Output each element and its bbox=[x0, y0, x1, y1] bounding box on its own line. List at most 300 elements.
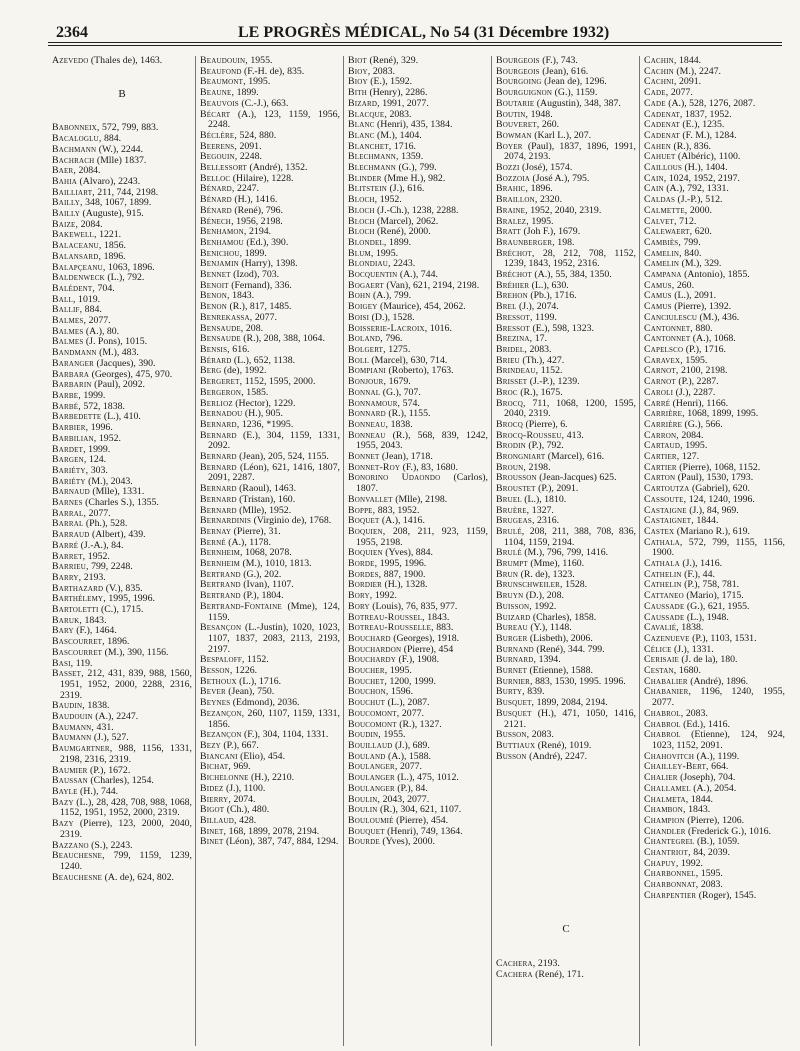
entry-name: Broustet bbox=[496, 483, 536, 495]
entry-name: Benhamou bbox=[200, 236, 244, 248]
entry-pages: 2077. bbox=[401, 707, 424, 719]
index-entry bbox=[200, 463, 340, 484]
entry-name: Cattaneo bbox=[644, 590, 684, 602]
entry-name: Castex bbox=[644, 525, 675, 537]
entry-name: Brocq, bbox=[496, 397, 526, 409]
entry-name: Calewaert, bbox=[644, 226, 693, 238]
entry-pages: 2083. bbox=[531, 729, 554, 741]
index-entry bbox=[52, 669, 192, 701]
entry-name: Benon bbox=[200, 301, 227, 313]
entry-name: Cachni, bbox=[644, 76, 677, 88]
entry-pages: (Van), 621, 2194, 2198. bbox=[386, 279, 480, 291]
entry-pages: (L.), 28, 428, 708, 988, 1068, 1152, 1951, 1952, 2000, 2319. bbox=[60, 796, 192, 819]
entry-name: Bouquet bbox=[348, 825, 385, 837]
entry-pages: (L.), 1948. bbox=[686, 611, 729, 623]
entry-name: Bernard bbox=[200, 451, 237, 463]
entry-pages: 84, 2039. bbox=[693, 847, 730, 859]
entry-pages: (J.), 2074. bbox=[519, 301, 559, 313]
entry-pages: (F.-H. de), 835. bbox=[244, 65, 305, 77]
entry-pages: (A.), 799. bbox=[372, 290, 412, 302]
entry-pages: (F.), 44. bbox=[684, 568, 715, 580]
entry-name: Cahen bbox=[644, 140, 671, 152]
entry-name: Busquet bbox=[496, 707, 532, 719]
entry-name: Bernard, bbox=[200, 418, 240, 430]
entry-pages: (Mlle), 1952. bbox=[239, 504, 292, 516]
entry-pages: 1952. bbox=[98, 432, 121, 444]
entry-pages: (A.), 2247. bbox=[95, 711, 139, 723]
entry-name: Brindeau, bbox=[496, 365, 539, 377]
index-column bbox=[52, 56, 196, 1046]
index-column bbox=[200, 56, 344, 1046]
entry-name: Babonneix, bbox=[52, 122, 100, 134]
entry-pages: 2198. bbox=[528, 461, 551, 473]
entry-pages: (Pierre), 6. bbox=[525, 418, 568, 430]
entry-pages: 2193. bbox=[537, 958, 560, 970]
entry-pages: (Albert), 439. bbox=[91, 529, 146, 541]
entry-name: Chambon, bbox=[644, 804, 686, 816]
entry-name: Benichou, bbox=[200, 247, 243, 259]
entry-pages: 1952. bbox=[379, 194, 402, 206]
entry-pages: 2077. bbox=[670, 87, 693, 99]
entry-name: Baize, bbox=[52, 218, 79, 230]
entry-pages: 1843. bbox=[427, 611, 450, 623]
entry-pages: (H.), 1416. bbox=[234, 194, 278, 206]
entry-name: Bariéty bbox=[52, 475, 86, 487]
header-rule bbox=[48, 42, 782, 43]
entry-pages: (J.), 616. bbox=[389, 183, 425, 195]
entry-pages: (Mme), 124, 1159. bbox=[208, 600, 340, 623]
entry-pages: 1952, 2040, 2319. bbox=[530, 204, 602, 216]
entry-name: Bernard bbox=[200, 483, 237, 495]
entry-pages: (L.), 410. bbox=[103, 411, 141, 423]
index-entry bbox=[52, 819, 192, 840]
entry-name: Bizard, bbox=[348, 97, 380, 109]
entry-pages: 1896. bbox=[107, 636, 130, 648]
entry-pages: (Ch.), 480. bbox=[226, 804, 270, 816]
index-entry bbox=[496, 399, 636, 420]
entry-name: Barbe, bbox=[52, 389, 81, 401]
entry-pages: (G.), 707. bbox=[382, 386, 421, 398]
index-entry bbox=[52, 851, 192, 872]
entry-pages: (R.), 208, 388, 1064. bbox=[243, 333, 325, 345]
entry-name: Bascourret, bbox=[52, 636, 105, 648]
entry-name: Balansard, bbox=[52, 250, 102, 262]
entry-pages: (R.), 304, 621, 1107. bbox=[379, 804, 462, 816]
entry-pages: (R. de), 1323. bbox=[520, 568, 575, 580]
entry-name: Bouloumié bbox=[348, 814, 394, 826]
entry-name: Cambiès, bbox=[644, 236, 682, 248]
entry-name: Balaceanu, bbox=[52, 240, 102, 252]
entry-name: Brunschweiler, bbox=[496, 579, 563, 591]
entry-pages: (Georges), 1918. bbox=[393, 632, 460, 644]
entry-pages: (Jean), 616. bbox=[542, 65, 589, 77]
entry-pages: 1528. bbox=[565, 579, 588, 591]
entry-pages: 1995. bbox=[248, 76, 271, 88]
entry-pages: 1716. bbox=[393, 140, 416, 152]
entry-name: Cain, bbox=[644, 172, 667, 184]
entry-name: Bouchardy bbox=[348, 654, 397, 666]
entry-pages: (Henri), 435, 1384. bbox=[377, 119, 453, 131]
entry-name: Buizard bbox=[496, 611, 531, 623]
entry-pages: (A.), 528, 1276, 2087. bbox=[668, 97, 756, 109]
entry-name: Chabanier, bbox=[644, 686, 692, 698]
entry-name: Burnier, bbox=[496, 675, 533, 687]
entry-name: Bouillaud bbox=[348, 740, 393, 751]
entry-pages: 1838. bbox=[87, 700, 110, 712]
entry-name: Blum, bbox=[348, 247, 374, 259]
entry-pages: 413. bbox=[566, 429, 584, 441]
entry-name: Brumpt bbox=[496, 558, 528, 570]
entry-pages: (P.), 2287. bbox=[678, 376, 719, 388]
entry-name: Chabrol, bbox=[644, 707, 684, 719]
entry-name: Busson, bbox=[496, 729, 530, 741]
entry-name: Blitstein bbox=[348, 183, 388, 195]
entry-pages: (A.), 55, 384, 1350. bbox=[534, 269, 612, 281]
entry-pages: (J.), 2287. bbox=[675, 386, 716, 398]
entry-pages: (Pierre), 123, 2000, 2040, 2319. bbox=[60, 818, 192, 840]
entry-pages: 348, 1067, 1899. bbox=[85, 197, 152, 209]
entry-pages: (F.), 1464. bbox=[76, 625, 117, 637]
entry-pages: 2077. bbox=[254, 311, 277, 323]
entry-name: Bensis, bbox=[200, 343, 230, 355]
index-entry bbox=[348, 527, 488, 548]
entry-name: Bariéty, bbox=[52, 464, 89, 476]
entry-name: Barry, bbox=[52, 571, 82, 583]
entry-name: Beynes bbox=[200, 697, 231, 709]
entry-name: Baumier bbox=[52, 764, 88, 776]
entry-pages: 1995. bbox=[389, 665, 412, 677]
entry-name: Azevedo bbox=[52, 56, 89, 66]
entry-name: Champion bbox=[644, 814, 685, 826]
entry-name: Chandler bbox=[644, 825, 686, 837]
entry-name: Bratt bbox=[496, 226, 522, 238]
entry-pages: (de), 1992. bbox=[223, 365, 267, 377]
entry-pages: (André), 1896. bbox=[690, 675, 749, 687]
entry-name: Chalier bbox=[644, 772, 678, 784]
entry-pages: (Mlle) 1837. bbox=[96, 154, 147, 166]
entry-name: Bonvallet bbox=[348, 493, 393, 505]
entry-pages: (Tristan), 160. bbox=[239, 493, 296, 505]
entry-pages: (P.), 667. bbox=[223, 740, 259, 751]
entry-pages: 2083. bbox=[529, 343, 552, 355]
entry-name: Carrière bbox=[644, 418, 683, 430]
entry-pages: (Augustin), 348, 387. bbox=[536, 97, 621, 109]
entry-name: Bonjour, bbox=[348, 376, 387, 388]
entry-pages: (H.), 905. bbox=[244, 408, 283, 420]
entry-name: Benjamin bbox=[200, 258, 239, 270]
entry-pages: 1843. bbox=[84, 614, 107, 626]
entry-name: Bouveret, bbox=[496, 119, 540, 131]
entry-name: Bertrand-Fontaine bbox=[200, 600, 282, 612]
entry-pages: 2083. bbox=[700, 879, 723, 891]
entry-name: Beaumont, bbox=[200, 76, 246, 88]
entry-pages: (Charles), 1858. bbox=[532, 611, 597, 623]
entry-name: Cerisaie bbox=[644, 654, 679, 666]
entry-name: Cartaud, bbox=[644, 440, 683, 452]
entry-pages: 839. bbox=[527, 686, 545, 698]
entry-pages: 704. bbox=[97, 282, 115, 294]
entry-pages: (M.), 390, 1156. bbox=[104, 646, 169, 658]
entry-pages: (L.-Justin), 1020, 1023, 1107, 1837, 2083, 2113, 2193, 2197. bbox=[208, 622, 340, 655]
entry-name: Barbilian, bbox=[52, 432, 97, 444]
entry-name: Blanchet, bbox=[348, 140, 392, 152]
entry-pages: (R.), 1327. bbox=[399, 718, 442, 730]
entry-pages: (Louis), 76, 835, 977. bbox=[372, 600, 458, 612]
entry-name: Brisset bbox=[496, 376, 528, 388]
entry-name: Canciulescu bbox=[644, 311, 698, 323]
entry-name: Barbedette bbox=[52, 411, 102, 423]
entry-name: Bioy bbox=[348, 76, 368, 88]
entry-name: Cazenueve bbox=[644, 632, 690, 644]
entry-pages: 1394. bbox=[538, 654, 561, 666]
entry-name: Caillous bbox=[644, 162, 683, 174]
entry-pages: (Frederick G.), 1016. bbox=[688, 825, 772, 837]
entry-pages: 2084. bbox=[681, 429, 704, 441]
entry-pages: (J.), 1416. bbox=[682, 558, 723, 570]
entry-name: Bocquentin bbox=[348, 269, 398, 281]
entry-pages: 2077. bbox=[88, 507, 111, 519]
entry-pages: 988, 1156, 1331, 2198, 2316, 2319. bbox=[60, 743, 193, 765]
entry-name: Brehon bbox=[496, 290, 528, 302]
entry-pages: 1899, 2084, 2194. bbox=[536, 697, 608, 709]
entry-name: Cade, bbox=[644, 87, 669, 99]
entry-name: Bruyn bbox=[496, 590, 524, 602]
entry-name: Bonnal bbox=[348, 386, 381, 398]
entry-pages: (E.), 598, 1323. bbox=[532, 322, 594, 334]
entry-pages: 2000. bbox=[689, 204, 712, 216]
entry-pages: (Izod), 703. bbox=[233, 269, 280, 281]
entry-name: Balmes bbox=[52, 325, 84, 337]
entry-pages: 711, 1068, 1200, 1595, 2040, 2319. bbox=[504, 397, 636, 420]
entry-name: Boucomont bbox=[348, 718, 397, 730]
entry-pages: (René), 2000. bbox=[377, 226, 431, 238]
entry-pages: (Harry), 1398. bbox=[241, 258, 298, 270]
entry-pages: 840. bbox=[684, 247, 702, 259]
entry-pages: (L.), 792. bbox=[107, 272, 145, 284]
entry-name: Calvet, bbox=[644, 215, 677, 227]
entry-pages: (V.), 835. bbox=[105, 582, 143, 594]
entry-pages: (L.), 652, 1138. bbox=[233, 354, 296, 366]
entry-name: Bellessort bbox=[200, 162, 248, 174]
entry-name: Brezina, bbox=[496, 333, 533, 345]
entry-pages: (L.), 2091. bbox=[674, 290, 717, 302]
entry-name: Cathala bbox=[644, 558, 680, 570]
entry-pages: (R.), 1675. bbox=[520, 386, 563, 398]
entry-pages: (Pb.), 1716. bbox=[530, 290, 577, 302]
entry-name: Boulanger bbox=[348, 782, 395, 794]
entry-name: Bichat, bbox=[200, 761, 231, 773]
entry-pages: 1955. bbox=[383, 729, 406, 741]
entry-pages: 574. bbox=[402, 397, 420, 409]
entry-pages: (Paul), 2092. bbox=[94, 379, 145, 391]
entry-name: Cassoute, bbox=[644, 493, 687, 505]
index-entry bbox=[496, 752, 636, 763]
entry-pages: (Pierre), 454. bbox=[396, 814, 449, 826]
entry-pages: (J.-Ch.), 1238, 2288. bbox=[377, 204, 459, 216]
entry-name: Bazy bbox=[52, 818, 74, 830]
entry-name: Charpentier bbox=[644, 889, 697, 901]
entry-name: Cavalié, bbox=[644, 622, 679, 634]
entry-pages: 616. bbox=[232, 343, 250, 355]
entry-name: Barnes bbox=[52, 497, 83, 509]
entry-name: Brocq-Rousseu, bbox=[496, 429, 565, 441]
entry-pages: (J.), 1100. bbox=[225, 782, 266, 794]
entry-pages: 1221. bbox=[99, 229, 122, 241]
entry-pages: 211, 744, 2198. bbox=[97, 186, 159, 198]
entry-pages: (Jean), 1718. bbox=[381, 451, 433, 463]
entry-pages: (Hilaire), 1228. bbox=[232, 172, 294, 184]
entry-pages: 2043, 2077. bbox=[382, 793, 430, 805]
entry-name: Besson, bbox=[200, 665, 233, 677]
entry-name: Chahovitch bbox=[644, 750, 695, 762]
entry-pages: 1995. bbox=[376, 247, 399, 259]
entry-pages: 1843. bbox=[232, 290, 255, 302]
entry-name: Brun bbox=[496, 568, 519, 580]
entry-name: Boquien bbox=[348, 547, 383, 559]
entry-name: Cachin bbox=[644, 65, 674, 77]
entry-name: Boulanger, bbox=[348, 761, 398, 773]
entry-pages: 969. bbox=[233, 761, 251, 773]
entry-name: Boucomont, bbox=[348, 707, 400, 719]
entry-name: Buttiaux bbox=[496, 740, 536, 751]
entry-name: Barret, bbox=[52, 550, 86, 562]
entry-name: Balédent, bbox=[52, 282, 96, 294]
entry-name: Burty, bbox=[496, 686, 525, 698]
entry-pages: 2194. bbox=[249, 226, 272, 238]
entry-name: Barral bbox=[52, 518, 84, 530]
entry-pages: 1152. bbox=[540, 365, 563, 377]
entry-name: Chabalier bbox=[644, 675, 688, 687]
entry-pages: (G.), 566. bbox=[684, 418, 723, 430]
entry-name: Camus bbox=[644, 290, 672, 302]
entry-pages: 2084. bbox=[78, 165, 101, 177]
entry-name: Brousson bbox=[496, 472, 537, 484]
entry-name: Cadenat bbox=[644, 119, 680, 131]
entry-pages: 887, 1900. bbox=[383, 568, 426, 580]
entry-pages: (Marcel), 2062. bbox=[377, 215, 439, 227]
entry-name: Charbonnel, bbox=[644, 868, 699, 880]
entry-name: Bory, bbox=[348, 590, 373, 602]
entry-pages: (F.), 83, 1680. bbox=[402, 461, 458, 473]
index-entry bbox=[496, 970, 636, 981]
entry-name: Bénech, bbox=[200, 215, 234, 227]
entry-pages: (Ivan), 1107. bbox=[243, 579, 294, 591]
entry-pages: (Maurice), 454, 2062. bbox=[379, 301, 466, 313]
entry-pages: (Yves), 2000. bbox=[382, 836, 435, 848]
entry-name: Carrière, bbox=[644, 408, 685, 420]
entry-name: Beerens, bbox=[200, 140, 238, 152]
entry-pages: 2074. bbox=[233, 793, 256, 805]
entry-name: Benrekassa, bbox=[200, 311, 253, 323]
entry-pages: (René), 329. bbox=[369, 56, 419, 66]
entry-name: Barré bbox=[52, 539, 79, 551]
entry-name: Bloch bbox=[348, 215, 375, 227]
entry-pages: 260, 1107, 1159, 1331, 1856. bbox=[208, 707, 340, 730]
index-entry bbox=[644, 730, 785, 751]
entry-pages: (Edmond), 2036. bbox=[232, 697, 300, 709]
entry-name: Barraud bbox=[52, 529, 90, 541]
entry-name: Caroli bbox=[644, 386, 674, 398]
entry-pages: (Hector), 1229. bbox=[235, 397, 296, 409]
entry-pages: 884. bbox=[84, 304, 102, 316]
entry-pages: (Lisbeth), 2006. bbox=[529, 632, 593, 644]
entry-name: Bertrand bbox=[200, 579, 241, 591]
entry-pages: 1196, 1240, 1955, 2077. bbox=[652, 686, 785, 709]
entry-pages: 168, 1899, 2078, 2194. bbox=[228, 825, 320, 837]
entry-pages: 119. bbox=[75, 657, 93, 669]
entry-pages: 1995, 1996. bbox=[379, 558, 427, 570]
entry-pages: 796. bbox=[385, 333, 403, 345]
entry-name: Bernay bbox=[200, 525, 232, 537]
entry-pages: 1899. bbox=[236, 87, 259, 99]
entry-pages: (R.), 817, 1485. bbox=[229, 301, 292, 313]
entry-pages: 1948. bbox=[530, 108, 553, 120]
entry-name: Boyer bbox=[496, 140, 523, 152]
entry-name: Chailley-Bert, bbox=[644, 761, 709, 773]
index-entry bbox=[644, 538, 785, 559]
entry-pages: (Raoul), 1463. bbox=[239, 483, 297, 495]
entry-name: Bridel, bbox=[496, 343, 527, 355]
entry-name: Ball, bbox=[52, 293, 76, 305]
entry-pages: (R.), 568, 839, 1242, 1955, 2043. bbox=[356, 429, 489, 452]
index-entry bbox=[348, 473, 488, 494]
entry-name: Caussade bbox=[644, 611, 685, 623]
entry-pages: (Mlle), 1331. bbox=[92, 486, 145, 498]
entry-name: Boppe, bbox=[348, 504, 376, 516]
entry-name: Bonneau bbox=[348, 429, 386, 441]
entry-name: Boutin, bbox=[496, 108, 529, 120]
entry-pages: (G.), 621, 1955. bbox=[686, 600, 750, 612]
entry-name: Bailliart, bbox=[52, 186, 95, 198]
entry-name: Basset, bbox=[52, 668, 84, 680]
entry-name: Busquet, bbox=[496, 697, 535, 709]
entry-pages: (M.), 483. bbox=[99, 347, 139, 359]
entry-pages: 198. bbox=[557, 236, 575, 248]
entry-pages: (A.), 80. bbox=[85, 325, 120, 337]
entry-pages: 1200, 1999. bbox=[389, 675, 436, 687]
entry-pages: 1996. bbox=[90, 422, 113, 434]
entry-pages: (Etienne), 1588. bbox=[529, 665, 593, 677]
entry-name: Camelin, bbox=[644, 247, 682, 259]
entry-name: Barnaud bbox=[52, 486, 90, 498]
entry-pages: 1275. bbox=[388, 343, 411, 355]
entry-name: Bartoletti bbox=[52, 604, 99, 616]
entry-pages: (Joseph), 704. bbox=[680, 772, 736, 784]
entry-pages: 1999. bbox=[88, 443, 111, 455]
entry-pages: 260. bbox=[541, 119, 560, 131]
entry-pages: (René), 171. bbox=[535, 968, 584, 980]
entry-pages: (A.), 792, 1331. bbox=[666, 183, 729, 195]
entry-pages: 431. bbox=[96, 721, 114, 733]
entry-name: Biancani bbox=[200, 750, 238, 762]
entry-name: Blinder bbox=[348, 172, 382, 184]
entry-name: Broun, bbox=[496, 461, 527, 473]
entry-name: Baussan bbox=[52, 775, 88, 787]
entry-pages: (P.), 758, 781. bbox=[684, 579, 740, 591]
entry-name: Cestan, bbox=[644, 665, 677, 677]
entry-name: Castaignet, bbox=[644, 515, 694, 527]
entry-pages: 212, 431, 839, 988, 1560, 1951, 1952, 2000, 2288, 2316, 2319. bbox=[60, 668, 193, 701]
entry-pages: 1359. bbox=[401, 151, 424, 163]
entry-pages: 2248. bbox=[239, 151, 262, 163]
entry-name: Braine, bbox=[496, 204, 528, 216]
entry-name: Binet, bbox=[200, 825, 227, 837]
entry-pages: 1838. bbox=[390, 418, 413, 430]
entry-pages: (René), 344. 799. bbox=[536, 643, 605, 655]
entry-name: Boll bbox=[348, 354, 369, 366]
entry-name: Brulé bbox=[496, 547, 522, 559]
entry-name: Brongniart bbox=[496, 451, 546, 463]
